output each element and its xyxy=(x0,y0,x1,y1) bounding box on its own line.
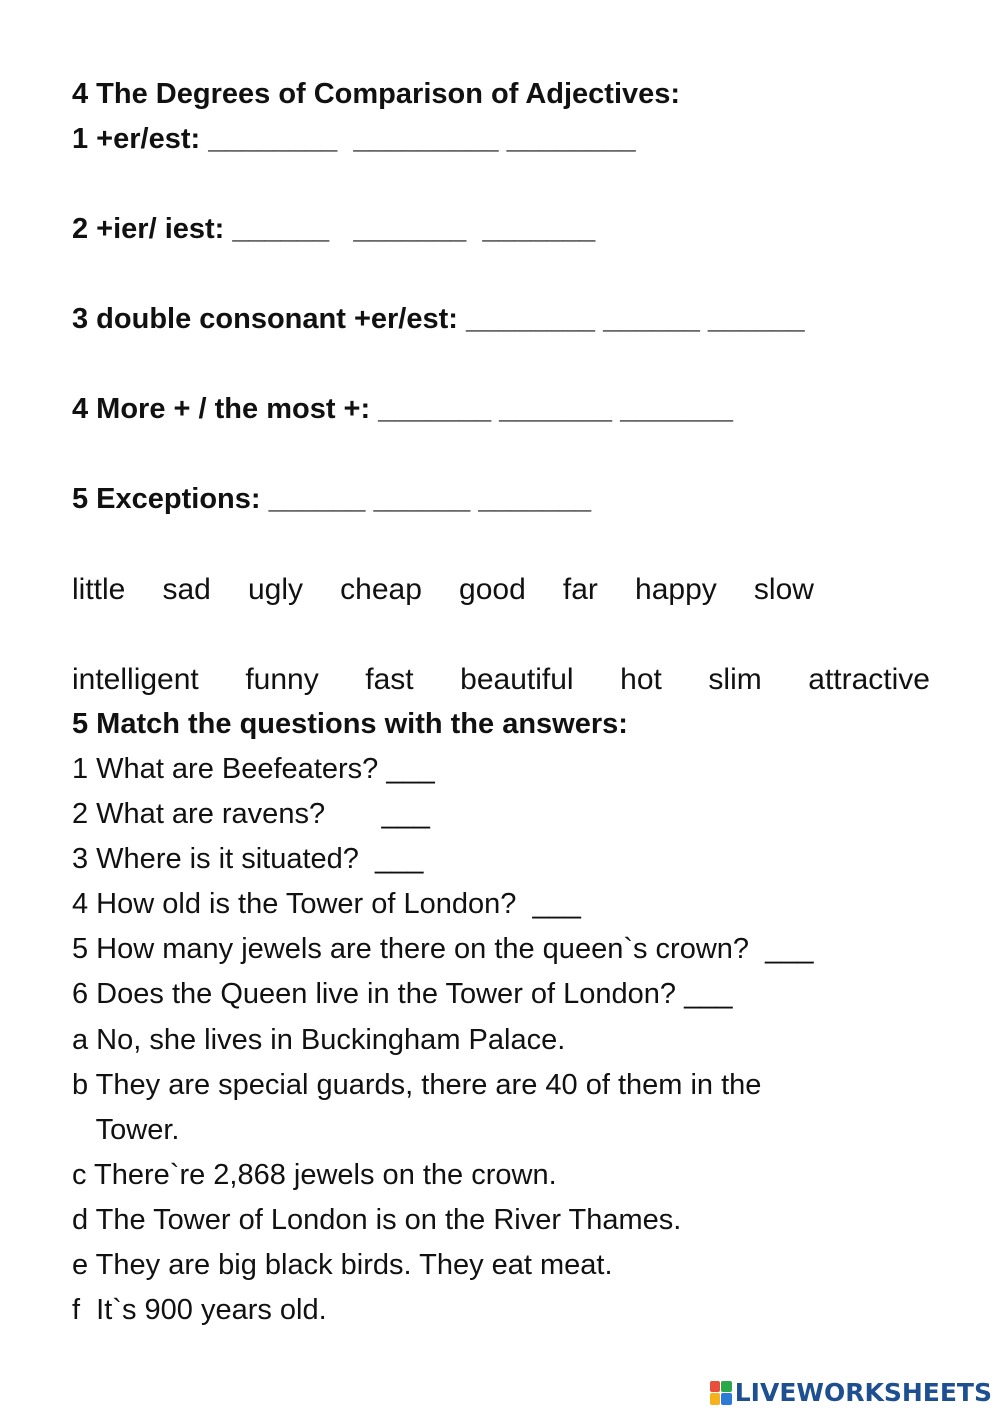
word-bank-item: ugly xyxy=(247,573,304,606)
word-bank-item: funny xyxy=(245,663,319,696)
answer-a: a No, she lives in Buckingham Palace. xyxy=(72,1024,566,1056)
answer-e: e They are big black birds. They eat meat. xyxy=(72,1249,613,1281)
section4-title: 4 The Degrees of Comparison of Adjectives: xyxy=(72,78,681,110)
word-bank-item: fast xyxy=(365,663,414,696)
answer-c: c There`re 2,868 jewels on the crown. xyxy=(72,1159,557,1191)
word-bank-item: hot xyxy=(620,663,662,696)
word-bank-item: cheap xyxy=(340,573,422,606)
word-bank-row-1 xyxy=(72,575,814,605)
question-6: 6 Does the Queen live in the Tower of London? ___ xyxy=(72,978,733,1010)
word-bank-item: beautiful xyxy=(460,663,574,696)
word-bank-item: good xyxy=(459,573,526,606)
word-bank-item: intelligent xyxy=(72,663,199,696)
question-1: 1 What are Beefeaters? ___ xyxy=(72,753,435,785)
question-2: 2 What are ravens? ___ xyxy=(72,798,430,830)
section5-title: 5 Match the questions with the answers: xyxy=(72,708,628,740)
answer-b-continued: Tower. xyxy=(72,1114,180,1146)
word-bank-item: sad xyxy=(162,573,211,606)
word-bank-item: slow xyxy=(753,573,814,606)
logo-text: LIVEWORKSHEETS xyxy=(734,1378,992,1407)
word-bank-item: far xyxy=(562,573,598,606)
rule-exceptions: 5 Exceptions: ______ ______ _______ xyxy=(72,483,592,515)
liveworksheets-logo xyxy=(710,1378,992,1407)
word-bank-item: attractive xyxy=(808,663,930,696)
answer-f: f It`s 900 years old. xyxy=(72,1294,327,1326)
word-bank-item: happy xyxy=(635,573,717,606)
rule-er-est: 1 +er/est: ________ _________ ________ xyxy=(72,123,636,155)
question-5: 5 How many jewels are there on the queen`s crown? ___ xyxy=(72,933,814,965)
answer-d: d The Tower of London is on the River Thames. xyxy=(72,1204,682,1236)
rule-ier-iest: 2 +ier/ iest: ______ _______ _______ xyxy=(72,213,596,245)
question-4: 4 How old is the Tower of London? ___ xyxy=(72,888,581,920)
rule-double-consonant: 3 double consonant +er/est: ________ ______ ______ xyxy=(72,303,805,335)
liveworksheets-icon xyxy=(710,1381,732,1405)
word-bank-row-2 xyxy=(72,665,930,695)
answer-b: b They are special guards, there are 40 of them in the xyxy=(72,1069,762,1101)
word-bank-item: slim xyxy=(708,663,762,696)
rule-more-most: 4 More + / the most +: _______ _______ _______ xyxy=(72,393,733,425)
word-bank-item: little xyxy=(72,573,126,606)
question-3: 3 Where is it situated? ___ xyxy=(72,843,424,875)
